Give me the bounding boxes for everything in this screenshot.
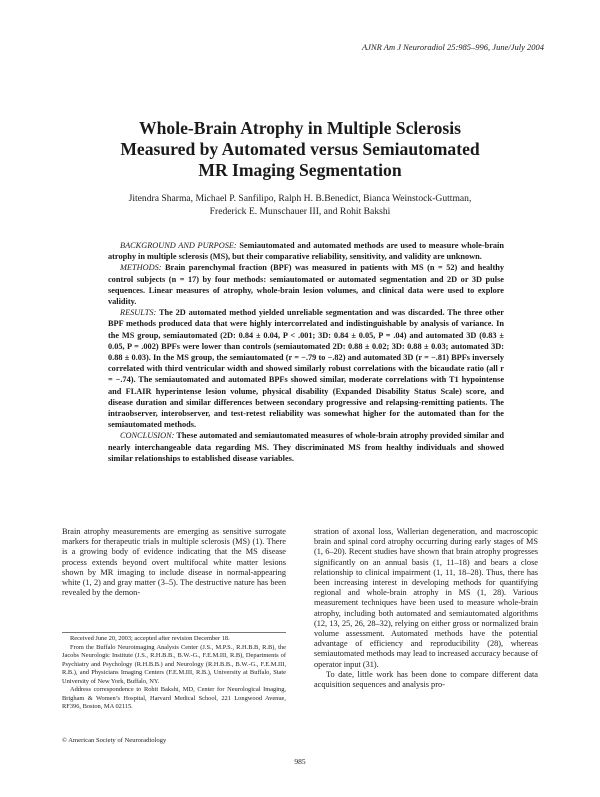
title-line: Whole-Brain Atrophy in Multiple Sclerosis [139,118,461,138]
body-paragraph: Brain atrophy measurements are emerging as sensitive surrogate markers for therapeutic trials in multiple sclerosis (MS) (1). There is a growing body of evidence indicating that the MS disease process extends beyond overt multifocal white matter lesions shown by MR imaging to include disease in normal-appearing white (1, 2) and gray matter (3–5). The destructive nature has been revealed by the demon- [62,527,286,598]
author-line: Frederick E. Munschauer III, and Rohit Bakshi [209,206,391,217]
body-column-left [62,527,286,598]
abstract-methods-text: Brain parenchymal fraction (BPF) was measured in patients with MS (n = 52) and healthy control subjects (n = 17) by four methods: semiautomated or automated segmentation and 2D or 3D pulse sequences. Linear measures of atrophy, whole-brain lesion volumes, and clinical data were used to explore validity. [108,263,504,307]
author-line: Jitendra Sharma, Michael P. Sanfilipo, Ralph H. B.Benedict, Bianca Weinstock-Guttman, [128,193,472,204]
footnote-correspondence: Address correspondence to Rohit Bakshi, MD, Center for Neurological Imaging, Brigham & Women’s Hospital, Harvard Medical School, 221 Longwood Avenue, RF396, Boston, MA 02115. [62,686,286,710]
abstract-results-heading: RESULTS: [120,308,157,318]
body-paragraph: To date, little work has been done to compare different data acquisition sequences and analysis pro- [314,669,538,690]
body-paragraph: stration of axonal loss, Wallerian degeneration, and macroscopic brain and spinal cord atrophy occurring during early stages of MS (1, 6–20). Recent studies have shown that brain atrophy progresses significantly on an annual basis (1, 11–18) and bears a close relationship to clinical impairment (1, 11, 18–28). Thus, there has been increasing interest in developing methods for quantifying regional and whole-brain atrophy in MS (1, 28). Various measurement techniques have been used to measure whole-brain atrophy, including both automated and semiautomated algorithms (12, 13, 25, 26, 28–32), relying on either gross or normalized brain volume assessment. Automated methods have the potential advantage of efficiency and reproducibility (28), whereas semiautomated methods may lead to increased accuracy because of operator input (31). [314,527,538,669]
title-line: Measured by Automated versus Semiautomated [120,139,480,159]
abstract-background-heading: BACKGROUND AND PURPOSE: [120,241,237,250]
abstract-conclusion [108,430,504,464]
author-list [90,192,510,218]
footnotes [62,635,286,712]
title-line: MR Imaging Segmentation [198,160,402,180]
body-column-right [314,527,538,690]
article-title [60,118,540,181]
abstract-conclusion-heading: CONCLUSION: [120,431,175,441]
abstract-conclusion-text: These automated and semiautomated measures of whole-brain atrophy provided similar and nearly interchangeable data regarding MS. They discriminated MS from healthy individuals and showed similar relationships to established disease variables. [108,431,504,463]
footnote-received: Received June 20, 2003; accepted after revision December 18. [70,635,230,642]
copyright-notice: © American Society of Neuroradiology [62,737,167,744]
abstract-methods [108,262,504,307]
abstract-results-text: The 2D automated method yielded unreliable segmentation and was discarded. The three other BPF methods produced data that were highly intercorrelated and indistinguishable by analysis of variance. In the MS group, semiautomated (2D: 0.84 ± 0.04, P < .001; 3D: 0.84 ± 0.05, P = .04) and automated 3D (0.83 ± 0.05, P = .002) BPFs were lower than controls (semiautomated 2D: 0.88 ± 0.02; 3D: 0.88 ± 0.03; automated 3D: 0.88 ± 0.03). In the MS group, the semiautomated (r = −.79 to −.82) and automated 3D (r = −.81) BPFs inversely correlated with third ventricular width and showed similarly robust correlations with the bicaudate ratio (all r = −.74). The semiautomated and automated BPFs showed similar, moderate correlations with T1 hypointense and FLAIR hyperintense lesion volume, physical disability (Expanded Disability Status Scale) score, and disease duration and similar differences between secondary progressive and relapsing-remitting patients. The intraobserver, interobserver, and test-retest reliability was somewhat higher for the automated than for the semiautomated methods. [108,308,504,430]
abstract-background-text: Semiautomated and automated methods are used to measure whole-brain atrophy in multiple sclerosis (MS), but their comparative reliability, sensitivity, and validity are unknown. [108,241,504,262]
footnote-affiliations: From the Buffalo Neuroimaging Analysis Center (J.S., M.P.S., R.H.B.B, R.B), the Jacobs Neurologic Institute (J.S., R.H.B.B., B.W.-G., F.E.M.III, R.B), Departments of Psychiatry and Psychology (R.H.B.B.) and Neurology (R.H.B.B., B.W.-G., F.E.M.III, R.B.), and Physicians Imaging Centers (F.E.M.III, R.B.), University at Buffalo, State University of New York, Buffalo, NY. [62,643,286,685]
abstract-methods-heading: METHODS: [120,263,162,273]
journal-citation: AJNR Am J Neuroradiol 25:985–996, June/July 2004 [361,42,544,52]
page-number: 985 [294,757,306,766]
abstract [108,240,504,464]
abstract-results [108,307,504,430]
abstract-background [108,240,504,262]
footnote-divider [62,632,286,633]
